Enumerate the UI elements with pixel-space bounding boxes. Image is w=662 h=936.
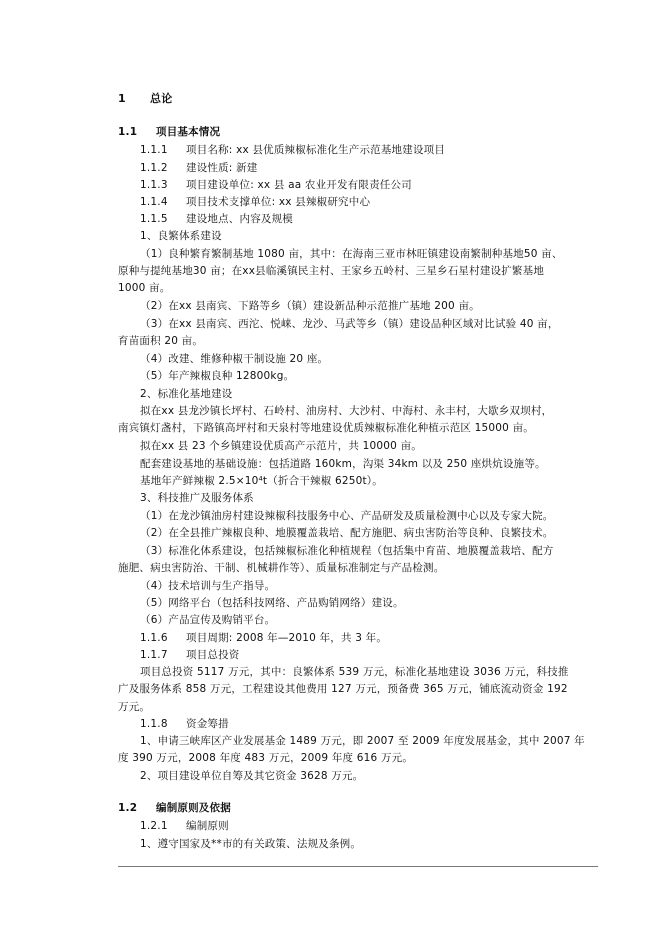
item-number: 1.2.1 xyxy=(140,820,168,832)
item-1-1-8 xyxy=(140,718,229,731)
item-number: 1.1.3 xyxy=(140,179,168,191)
body-line: 万元。 xyxy=(118,701,151,713)
footer-divider xyxy=(118,866,598,867)
item-text: 项目建设单位: xx 县 aa 农业开发有限责任公司 xyxy=(186,179,412,191)
item-number: 1.1.1 xyxy=(140,144,168,156)
body-line: （1）良种繁育繁制基地 1080 亩，其中：在海南三亚市林旺镇建设南繁制种基地50 亩、 xyxy=(140,248,563,260)
section-number: 1.2 xyxy=(118,802,138,814)
body-line: 配套建设基地的基础设施：包括道路 160km，沟渠 34km 以及 250 座烘炕设施等。 xyxy=(140,458,546,470)
item-text: 项目技术支撑单位: xx 县辣椒研究中心 xyxy=(186,196,371,208)
body-line: 1、良繁体系建设 xyxy=(140,230,222,242)
item-1-1-3 xyxy=(140,179,412,192)
item-text: 项目名称: xx 县优质辣椒标准化生产示范基地建设项目 xyxy=(186,144,446,156)
body-line: 广及服务体系 858 万元，工程建设其他费用 127 万元，预备费 365 万元，铺底流动资金 192 xyxy=(118,683,568,695)
section-heading-1-1 xyxy=(118,126,220,139)
body-line: 2、标准化基地建设 xyxy=(140,388,233,400)
item-number: 1.1.7 xyxy=(140,649,168,661)
item-text: 编制原则 xyxy=(186,820,229,832)
item-number: 1.1.5 xyxy=(140,213,168,225)
item-number: 1.1.8 xyxy=(140,718,168,730)
item-text: 资金筹措 xyxy=(186,718,229,730)
section-number: 1 xyxy=(118,92,126,105)
body-line: 育苗面积 20 亩。 xyxy=(118,335,204,347)
item-1-1-2 xyxy=(140,162,257,175)
item-1-1-4 xyxy=(140,196,370,209)
body-line: （5）网络平台（包括科技网络、产品购销网络）建设。 xyxy=(140,597,404,609)
item-number: 1.1.4 xyxy=(140,196,168,208)
body-line: 2、项目建设单位自筹及其它资金 3628 万元。 xyxy=(140,770,364,782)
body-line: 1000 亩。 xyxy=(118,282,171,294)
body-line: 南宾镇灯盏村，下路镇高坪村和天泉村等地建设优质辣椒标准化种植示范区 15000 亩。 xyxy=(118,422,534,434)
item-1-1-1 xyxy=(140,144,445,157)
section-title: 总论 xyxy=(150,92,173,105)
body-line: 基地年产鲜辣椒 2.5×10⁴t（折合干辣椒 6250t）。 xyxy=(140,475,383,487)
section-number: 1.1 xyxy=(118,126,138,138)
body-line: 施肥、病虫害防治、干制、机械耕作等）、质量标准制定与产品检测。 xyxy=(118,562,445,574)
body-line: 3、科技推广及服务体系 xyxy=(140,492,254,504)
item-text: 建设地点、内容及规模 xyxy=(186,213,293,225)
item-text: 建设性质: 新建 xyxy=(186,162,258,174)
item-text: 项目总投资 xyxy=(186,649,240,661)
body-line: 1、申请三峡库区产业发展基金 1489 万元，即 2007 至 2009 年度发展基金，其中 2007 年 xyxy=(140,735,585,747)
body-line: 拟在xx 县 23 个乡镇建设优质高产示范片，共 10000 亩。 xyxy=(140,440,422,452)
body-line: （3）在xx 县南宾、西沱、悦崃、龙沙、马武等乡（镇）建设品种区域对比试验 40 亩， xyxy=(140,318,559,330)
section-title: 编制原则及依据 xyxy=(156,802,231,814)
body-line: 1、遵守国家及**市的有关政策、法规及条例。 xyxy=(140,838,362,850)
body-line: （2）在全县推广辣椒良种、地膜覆盖栽培、配方施肥、病虫害防治等良种、良繁技术。 xyxy=(140,527,554,539)
body-line: （2）在xx 县南宾、下路等乡（镇）建设新品种示范推广基地 200 亩。 xyxy=(140,300,480,312)
body-line: 项目总投资 5117 万元，其中：良繁体系 539 万元，标准化基地建设 3036 万元，科技推 xyxy=(140,666,569,678)
item-1-1-6 xyxy=(140,632,387,645)
body-line: （3）标准化体系建设，包括辣椒标准化种植规程（包括集中育苗、地膜覆盖栽培、配方 xyxy=(140,545,554,557)
body-line: （1）在龙沙镇油房村建设辣椒科技服务中心、产品研发及质量检测中心以及专家大院。 xyxy=(140,510,554,522)
body-line: 度 390 万元，2008 年度 483 万元，2009 年度 616 万元。 xyxy=(118,752,414,764)
item-number: 1.1.2 xyxy=(140,162,168,174)
section-heading-1-2 xyxy=(118,802,231,815)
body-line: （5）年产辣椒良种 12800kg。 xyxy=(140,370,295,382)
body-line: （4）技术培训与生产指导。 xyxy=(140,580,276,592)
body-line: 拟在xx 县龙沙镇长坪村、石岭村、油房村、大沙村、中海村、永丰村，大歇乡双坝村， xyxy=(140,405,553,417)
item-number: 1.1.6 xyxy=(140,632,168,644)
body-line: 原种与提纯基地30 亩；在xx县临溪镇民主村、王家乡五岭村、三星乡石星村建设扩繁基地 xyxy=(118,265,545,277)
body-line: （6）产品宣传及购销平台。 xyxy=(140,614,276,626)
item-1-1-7 xyxy=(140,649,240,662)
body-line: （4）改建、维修种椒干制设施 20 座。 xyxy=(140,353,329,365)
item-1-1-5 xyxy=(140,213,293,226)
item-1-2-1 xyxy=(140,820,229,833)
item-text: 项目周期: 2008 年—2010 年，共 3 年。 xyxy=(186,632,388,644)
section-heading-1 xyxy=(118,92,172,105)
section-title: 项目基本情况 xyxy=(156,126,221,138)
